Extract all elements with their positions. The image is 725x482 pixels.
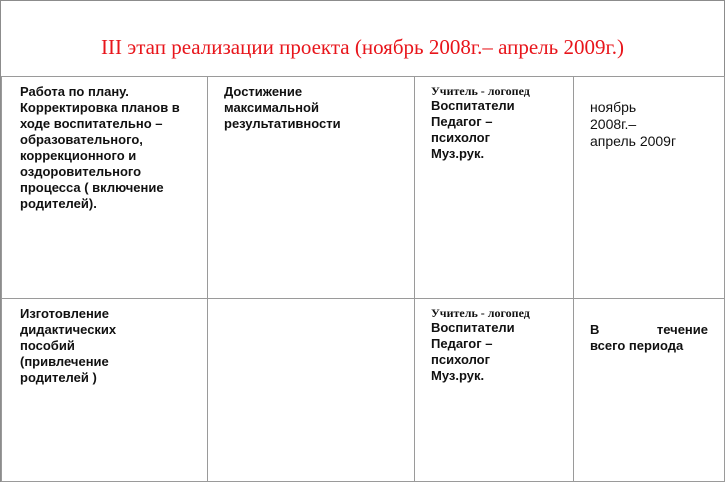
- table-row: [2, 299, 725, 482]
- table-row: [2, 77, 725, 299]
- task-text: Изготовление дидактических пособий (привлечение родителей ): [20, 306, 117, 385]
- task-text: Работа по плану. Корректировка планов в ходе воспитательно – образовательного, коррекционного и оздоровительного процесса ( включение родителей).: [20, 84, 180, 211]
- responsible-head: Учитель - логопед: [431, 84, 530, 98]
- result-text: Достижение максимальной результативности: [224, 84, 341, 131]
- responsible-rest: Воспитатели Педагог – психолог Муз.рук.: [431, 320, 515, 383]
- result-cell: [208, 77, 415, 299]
- task-cell: [2, 299, 208, 482]
- responsible-block: [415, 299, 541, 384]
- page-title: III этап реализации проекта (ноябрь 2008г.– апрель 2009г.): [101, 35, 624, 59]
- period-text: ноябрь 2008г.– апрель 2009г: [590, 99, 677, 149]
- period-cell: [574, 299, 725, 482]
- period-line-1: В течение: [590, 322, 708, 337]
- result-text: [208, 299, 414, 306]
- plan-table: [1, 76, 725, 482]
- responsible-cell: [415, 77, 574, 299]
- period-cell: [574, 77, 725, 299]
- responsible-rest: Воспитатели Педагог – психолог Муз.рук.: [431, 98, 515, 161]
- period-text: [574, 299, 724, 354]
- result-cell: [208, 299, 415, 482]
- responsible-block: [415, 77, 541, 162]
- period-line-2: всего периода: [590, 338, 684, 353]
- task-cell: [2, 77, 208, 299]
- responsible-cell: [415, 299, 574, 482]
- responsible-head: Учитель - логопед: [431, 306, 530, 320]
